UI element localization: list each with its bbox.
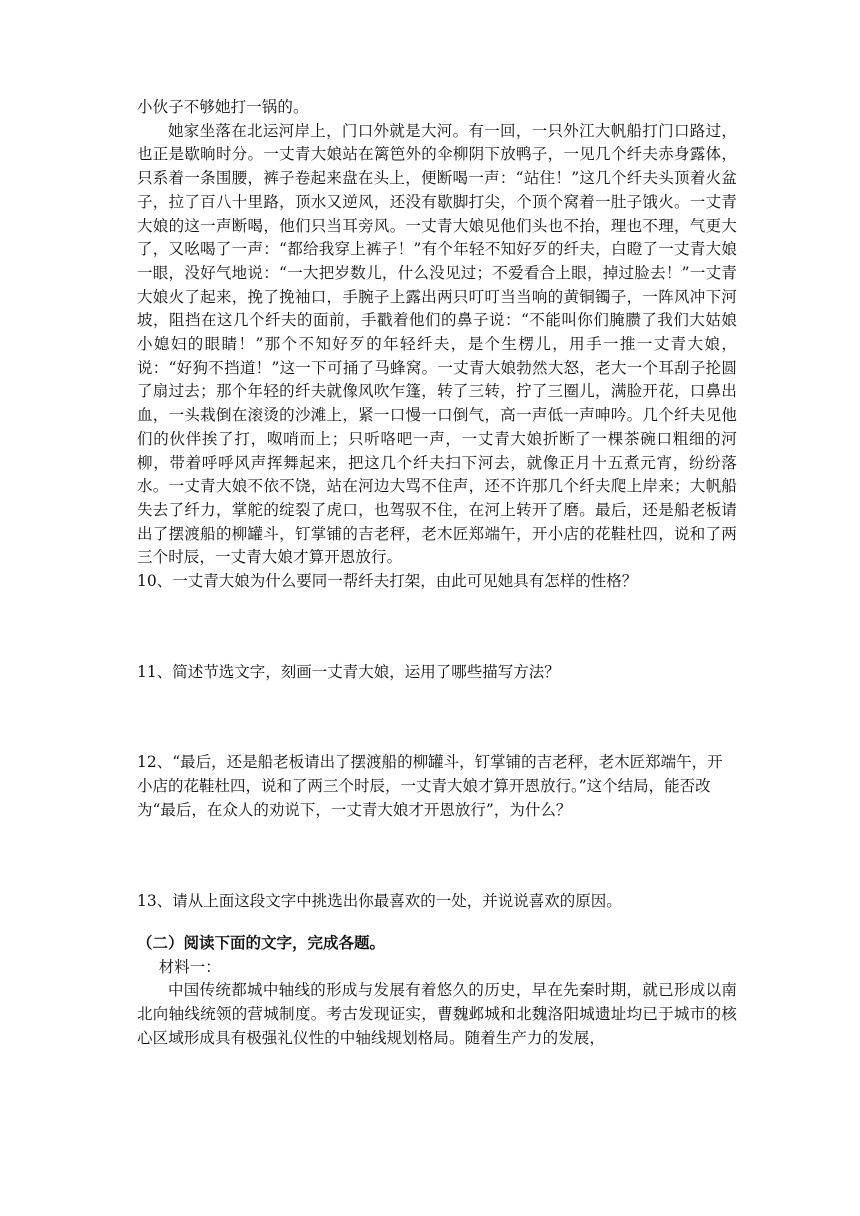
answer-space-10 [137, 594, 737, 661]
material-paragraph: 中国传统都城中轴线的形成与发展有着悠久的历史，早在先秦时期，就已形成以南北向轴线统领的营城制度。考古发现证实，曹魏邺城和北魏洛阳城遗址均已于城市的核心区域形成具有极强礼仪性的中轴线规划格局。随着生产力的发展， [137, 981, 737, 1047]
question-11: 11、简述节选文字，刻画一丈青大娘，运用了哪些描写方法？ [137, 662, 560, 681]
answer-space-13 [137, 913, 737, 931]
question-13: 13、请从上面这段文字中挑选出你最喜欢的一处，并说说喜欢的原因。 [137, 891, 622, 910]
passage-opening-line: 小伙子不够她打一锅的。 [137, 98, 309, 116]
material-label: 材料一： [158, 958, 221, 977]
document-page [137, 96, 737, 1050]
answer-space-12 [137, 823, 737, 890]
answer-space-11 [137, 684, 737, 751]
passage-paragraph: 她家坐落在北运河岸上，门口外就是大河。有一回，一只外江大帆船打门口路过，也正是歇晌时分。一丈青大娘站在篱笆外的伞柳阴下放鸭子，一见几个纤夫赤身露体，只系着一条围腰，裤子卷起来盘在头上，便断喝一声：“站住！”这几个纤夫头顶着火盆子，拉了百八十里路，顶水又逆风，还没有歇脚打尖，个顶个窝着一肚子饿火。一丈青大娘的这一声断喝，他们只当耳旁风。一丈青大娘见他们头也不抬，理也不理，气更大了，又吆喝了一声：“都给我穿上裤子！”有个年轻不知好歹的纤夫，白瞪了一丈青大娘一眼，没好气地说：“一大把岁数儿，什么没见过；不爱看合上眼，掉过脸去！”一丈青大娘火了起来，挽了挽袖口，手腕子上露出两只叮叮当当响的黄铜镯子，一阵风冲下河坡，阻挡在这几个纤夫的面前，手戳着他们的鼻子说：“不能叫你们腌臜了我们大姑娘小媳妇的眼睛！”那个不知好歹的年轻纤夫，是个生楞儿，用手一推一丈青大娘，说：“好狗不挡道！”这一下可捅了马蜂窝。一丈青大娘勃然大怒，老大一个耳刮子抡圆了扇过去；那个年轻的纤夫就像风吹乍篷，转了三转，拧了三圈儿，满脸开花，口鼻出血，一头栽倒在滚烫的沙滩上，紧一口慢一口倒气，高一声低一声呻吟。几个纤夫见他们的伙伴挨了打，呶哨而上；只听咯吧一声，一丈青大娘折断了一棵茶碗口粗细的河柳，带着呼呼风声挥舞起来，把这几个纤夫扫下河去，就像正月十五煮元宵，纷纷落水。一丈青大娘不依不饶，站在河边大骂不住声，还不许那几个纤夫爬上岸来；大帆船失去了纤力，掌舵的绽裂了虎口，也驾驭不住，在河上转开了磨。最后，还是船老板请出了摆渡船的柳罐斗，钉掌铺的吉老秤，老木匠郑端午，开小店的花鞋杜四，说和了两三个时辰，一丈青大娘才算开恩放行。 [137, 121, 737, 567]
section-heading: （二）阅读下面的文字，完成各题。 [137, 934, 386, 953]
question-10: 10、一丈青大娘为什么要同一帮纤夫打架，由此可见她具有怎样的性格？ [137, 572, 638, 591]
question-12: 12、“最后，还是船老板请出了摆渡船的柳罐斗，钉掌铺的吉老秤，老木匠郑端午，开小店的花鞋杜四，说和了两三个时辰，一丈青大娘才算开恩放行。”这个结局，能否改为“最后，在众人的劝说下，一丈青大娘才开恩放行”，为什么？ [137, 753, 723, 819]
